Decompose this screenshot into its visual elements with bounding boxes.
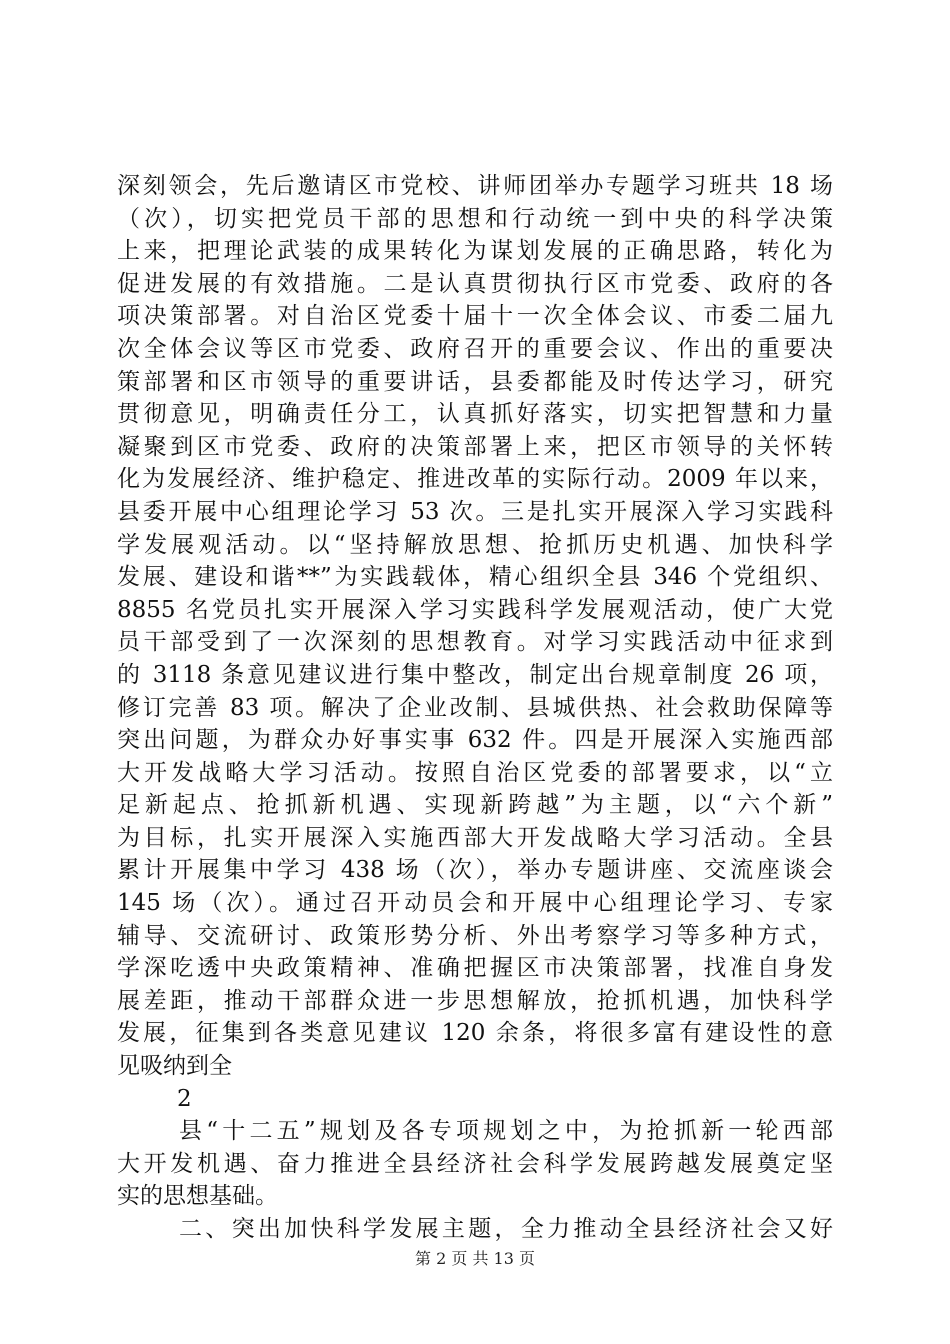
text-line: 实的思想基础。 [117, 1183, 278, 1210]
text-line: 修订完善 83 项。解决了企业改制、县城供热、社会救助保障等 [117, 694, 833, 721]
text-line: 足新起点、抢抓新机遇、实现新跨越”为主题，以“六个新” [117, 792, 833, 819]
page-footer: 第 2 页 共 13 页 [415, 1249, 535, 1268]
text-line: 见吸纳到全 [117, 1053, 232, 1080]
text-line: 深刻领会，先后邀请区市党校、讲师团举办专题学习班共 18 场 [117, 173, 833, 199]
text-line: 次全体会议等区市党委、政府召开的重要会议、作出的重要决 [117, 335, 833, 362]
text-line: 展差距，推动干部群众进一步思想解放，抢抓机遇，加快科学 [117, 987, 833, 1014]
text-line: 促进发展的有效措施。二是认真贯彻执行区市党委、政府的各 [117, 270, 833, 297]
text-line: 辅导、交流研讨、政策形势分析、外出考察学习等多种方式， [117, 922, 833, 949]
text-line: 策部署和区市领导的重要讲话，县委都能及时传达学习，研究 [117, 368, 833, 395]
text-line: 的 3118 条意见建议进行集中整改，制定出台规章制度 26 项， [117, 661, 833, 688]
text-line: 凝聚到区市党委、政府的决策部署上来，把区市领导的关怀转 [117, 433, 833, 460]
text-line: 145 场（次）。通过召开动员会和开展中心组理论学习、专家 [117, 890, 833, 917]
text-line: 员干部受到了一次深刻的思想教育。对学习实践活动中征求到 [117, 629, 833, 656]
text-line: 县委开展中心组理论学习 53 次。三是扎实开展深入学习实践科 [117, 498, 833, 525]
text-line: 化为发展经济、维护稳定、推进改革的实际行动。2009 年以来， [117, 466, 833, 493]
text-line: 发展、建设和谐**”为实践载体，精心组织全县 346 个党组织、 [117, 564, 833, 591]
text-line: 发展，征集到各类意见建议 120 余条，将很多富有建设性的意 [117, 1020, 833, 1047]
text-line: 累计开展集中学习 438 场（次），举办专题讲座、交流座谈会 [117, 857, 833, 884]
text-line: 学发展观活动。以“坚持解放思想、抢抓历史机遇、加快科学 [117, 531, 833, 558]
page-marker: 2 [177, 1085, 192, 1112]
text-line: 大开发机遇、奋力推进全县经济社会科学发展跨越发展奠定坚 [117, 1150, 833, 1177]
text-line: 贯彻意见，明确责任分工，认真抓好落实，切实把智慧和力量 [117, 401, 833, 428]
text-line: 项决策部署。对自治区党委十届十一次全体会议、市委二届九 [117, 303, 833, 330]
text-line: 上来，把理论武装的成果转化为谋划发展的正确思路，转化为 [117, 238, 833, 265]
text-line: 学深吃透中央政策精神、准确把握区市决策部署，找准自身发 [117, 955, 833, 982]
text-line: 大开发战略大学习活动。按照自治区党委的部署要求，以“立 [117, 759, 833, 786]
text-line: 8855 名党员扎实开展深入学习实践科学发展观活动，使广大党 [117, 596, 833, 623]
section-heading-line: 二、突出加快科学发展主题，全力推动全县经济社会又好 [179, 1216, 833, 1242]
body-text [117, 170, 833, 1246]
text-line: （次），切实把党员干部的思想和行动统一到中央的科学决策 [117, 205, 833, 232]
text-line: 县“十二五”规划及各专项规划之中，为抢抓新一轮西部 [179, 1118, 833, 1145]
text-line: 突出问题，为群众办好事实事 632 件。四是开展深入实施西部 [117, 727, 833, 754]
text-line: 为目标，扎实开展深入实施西部大开发战略大学习活动。全县 [117, 824, 833, 851]
